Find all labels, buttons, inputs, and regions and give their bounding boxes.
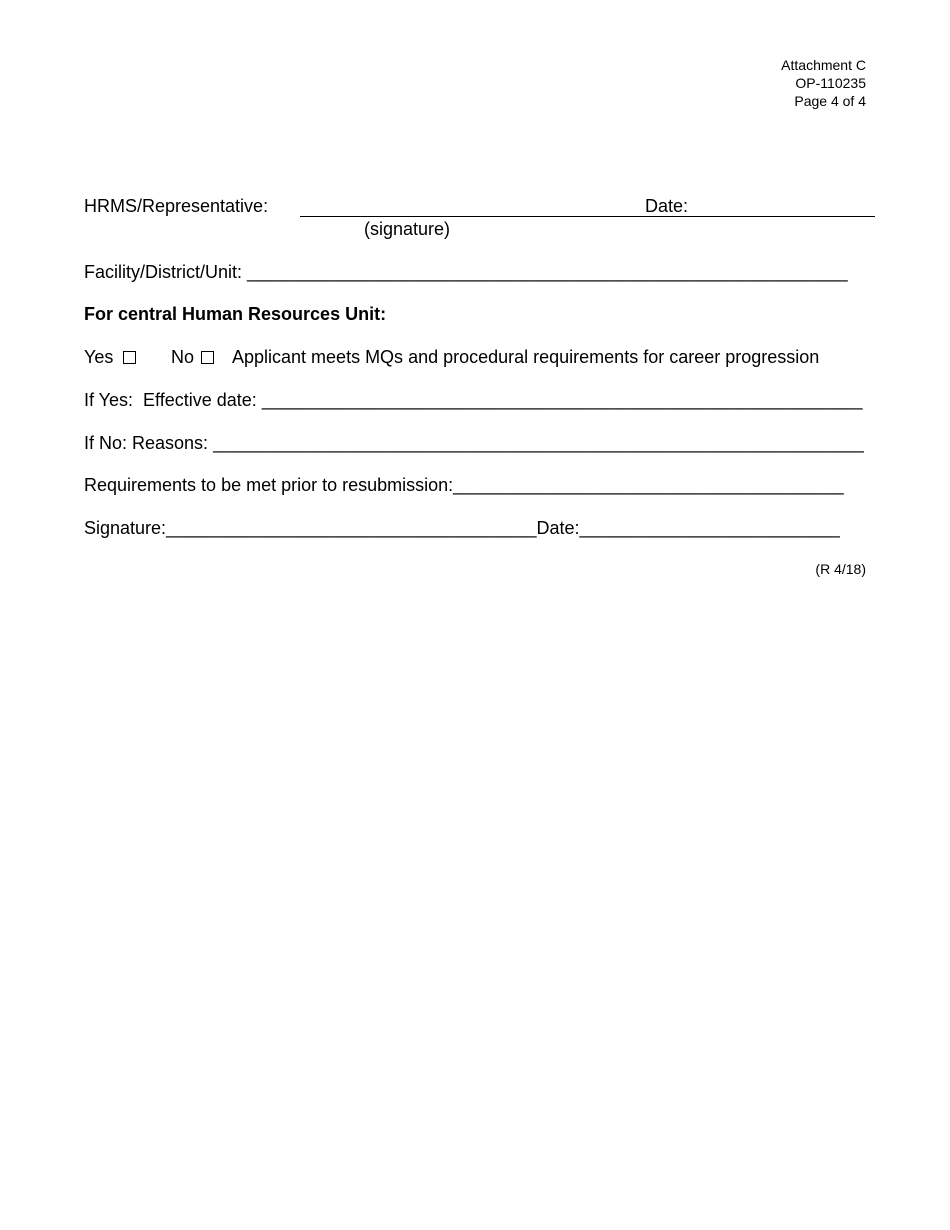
hrms-signature-line[interactable] <box>300 216 875 217</box>
facility-field[interactable]: ____________________________________________________________ <box>247 262 848 282</box>
no-label: No <box>171 347 195 367</box>
no-checkbox[interactable] <box>201 351 214 364</box>
attachment-label: Attachment C <box>781 57 866 73</box>
requirements-field[interactable]: _______________________________________ <box>453 475 844 495</box>
reasons-field[interactable]: _________________________________________________________________ <box>213 433 864 453</box>
facility-label: Facility/District/Unit: <box>84 262 243 282</box>
effective-date-field[interactable]: ____________________________________________________________ <box>261 390 863 410</box>
signature-caption: (signature) <box>364 219 451 239</box>
central-hr-heading: For central Human Resources Unit: <box>84 304 387 324</box>
if-yes-label: If Yes: Effective date: <box>84 390 257 410</box>
if-no-row <box>84 432 864 454</box>
requirements-label: Requirements to be met prior to resubmission: <box>84 475 454 495</box>
hrms-date-label: Date: <box>645 196 689 216</box>
signature-field[interactable]: _____________________________________ <box>166 518 537 538</box>
revision-code: (R 4/18) <box>815 561 866 577</box>
facility-row <box>84 261 848 283</box>
signature-date-field[interactable]: __________________________ <box>579 518 840 538</box>
yes-label: Yes <box>84 347 114 367</box>
signature-row <box>84 517 840 539</box>
signature-date-label: Date: <box>536 518 580 538</box>
hrms-representative-label: HRMS/Representative: <box>84 196 269 216</box>
document-number: OP-110235 <box>795 75 866 91</box>
requirements-row <box>84 474 844 496</box>
document-header <box>781 56 866 110</box>
yes-checkbox[interactable] <box>123 351 136 364</box>
if-no-label: If No: Reasons: <box>84 433 209 453</box>
decision-statement: Applicant meets MQs and procedural requirements for career progression <box>232 347 820 367</box>
signature-label: Signature: <box>84 518 167 538</box>
page-indicator: Page 4 of 4 <box>794 93 866 109</box>
if-yes-row <box>84 389 862 411</box>
